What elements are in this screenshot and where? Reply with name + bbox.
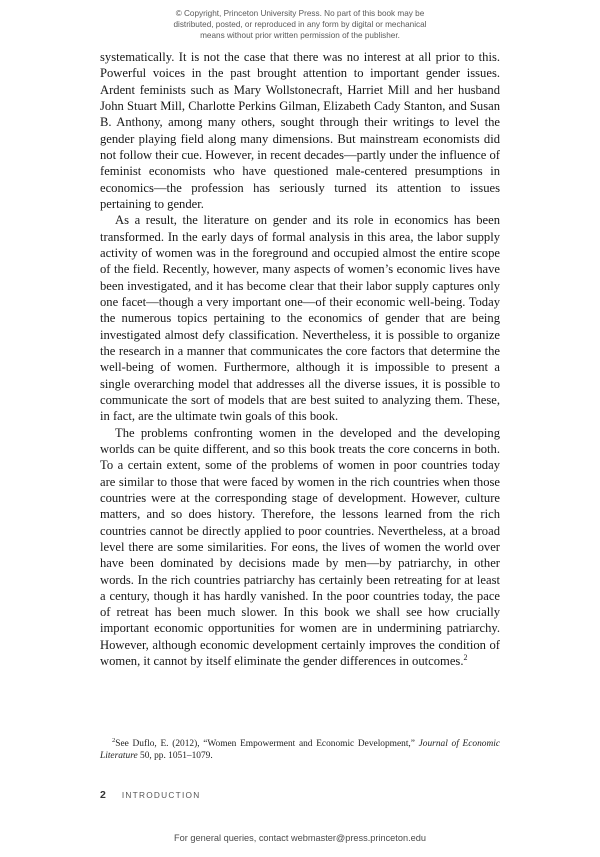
footnote-text-after-title: 50, pp. 1051–1079. — [137, 751, 213, 762]
footnote-reference-marker[interactable]: 2 — [463, 652, 468, 662]
page-number: 2 — [100, 789, 106, 801]
body-paragraph-3-text: The problems confronting women in the developed and the developing worlds can be quite different, and so this book treats the core concerns in both. To a certain extent, some of the problems of women in poor countries today are similar to those that were faced by women in the rich countries when those countries were at the corresponding stage of development. However, culture matters, and so does history. Therefore, the lessons learned from the rich countries cannot be directly applied to poor countries. Nevertheless, at a broad level there are some similarities. For eons, the lives of women the world over have been dominated by decisions made by men—by patriarchy, in other words. In the rich countries patriarchy has certainly been retreating for at least a century, though it has hardly vanished. In the poor countries today, the pace of retreat has been much slower. In this book we shall see how crucially important economic opportunities for women are in undermining patriarchy. However, although economic development certainly improves the condition of women, it cannot by itself eliminate the gender differences in outcomes. — [100, 425, 500, 669]
footnote-journal-title: Journal of Economic Literature — [100, 739, 500, 762]
footnote-entry — [100, 738, 500, 763]
body-paragraph-1: systematically. It is not the case that there was no interest at all prior to this. Powerful voices in the past brought attention to important gender issues. Ardent feminists such as Mary Wollstonecraft, Harriet Mill and her husband John Stuart Mill, Charlotte Perkins Gilman, Elizabeth Cady Stanton, and Susan B. Anthony, among many others, sought through their writings to level the gender playing field along many dimensions. But mainstream economists did not follow their cue. However, in recent decades—partly under the influence of feminist economists who have questioned male-centered presumptions in economics—the profession has seriously turned its attention to issues pertaining to gender. — [100, 50, 500, 211]
footnote-text-before-title: See Duflo, E. (2012), “Women Empowerment and Economic Development,” — [115, 739, 419, 749]
footnote-block — [100, 738, 500, 763]
copyright-notice-line-2: distributed, posted, or reproduced in any form by digital or mechanical — [173, 20, 427, 30]
running-footer — [100, 789, 200, 801]
footnote-number: 2 — [112, 736, 116, 744]
copyright-notice-line-1: © Copyright, Princeton University Press. No part of this book may be — [175, 9, 425, 18]
running-head-label: INTRODUCTION — [121, 790, 201, 800]
copyright-notice-line-3: means without prior written permission of the publisher. — [200, 31, 400, 41]
general-queries-line: For general queries, contact webmaster@press.princeton.edu — [174, 833, 426, 843]
body-paragraph-3 — [100, 425, 500, 670]
copyright-notice — [100, 8, 500, 42]
page-body-text — [100, 49, 500, 669]
body-paragraph-2: As a result, the literature on gender and its role in economics has been transformed. In the early days of formal analysis in this area, the labor supply activity of women was in the foreground and occupied almost the entire scope of the field. Recently, however, many aspects of women’s economic lives have been investigated, and it has become clear that their labor supply captures only one facet—though a very important one—of their economic well-being. Today the numerous topics pertaining to the economics of gender that are being investigated almost defy classification. Nevertheless, it is possible to organize the research in a manner that communicates the core factors that determine the well-being of women. Furthermore, although it is impossible to present a single overarching model that addresses all the diverse issues, it is possible to communicate the sort of models that are best suited to analyzing them. These, in fact, are the ultimate twin goals of this book. — [100, 213, 500, 424]
